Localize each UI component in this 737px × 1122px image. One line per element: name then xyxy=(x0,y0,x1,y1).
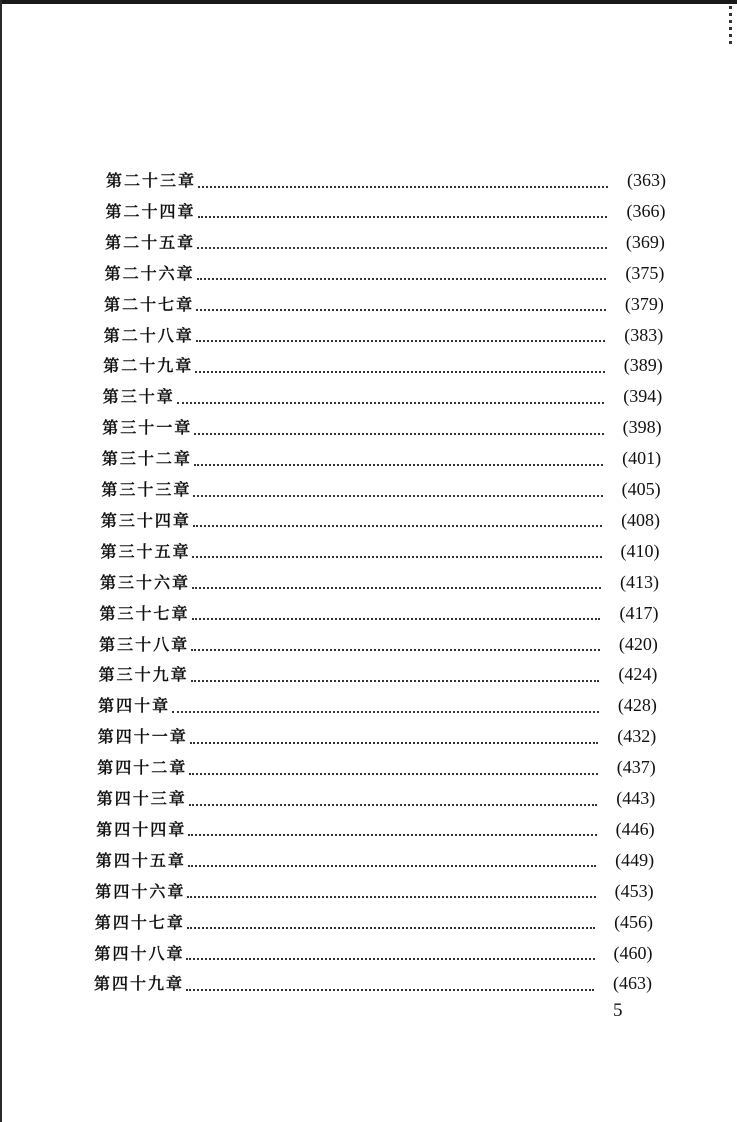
toc-leader-dots xyxy=(198,215,608,218)
toc-entry-title: 第四十七章 xyxy=(94,912,185,932)
toc-entry[interactable] xyxy=(102,415,661,439)
toc-entry-page: (389) xyxy=(623,355,663,376)
toc-entry-page: (428) xyxy=(617,695,657,716)
toc-entry-page: (369) xyxy=(625,231,665,252)
toc-leader-dots xyxy=(188,833,596,836)
toc-entry[interactable] xyxy=(101,508,660,532)
toc-entry[interactable] xyxy=(100,539,659,563)
toc-entry-page: (463) xyxy=(613,973,652,994)
toc-entry-title: 第三十九章 xyxy=(98,665,189,685)
toc-entry[interactable] xyxy=(96,848,654,872)
toc-entry-page: (401) xyxy=(622,448,662,469)
toc-entry-title: 第二十三章 xyxy=(106,171,197,190)
toc-entry-page: (379) xyxy=(624,293,664,314)
toc-entry[interactable] xyxy=(106,168,666,192)
toc-leader-dots xyxy=(198,185,608,188)
toc-entry-title: 第三十五章 xyxy=(100,541,191,561)
toc-entry[interactable] xyxy=(94,971,652,995)
toc-entry-title: 第三十一章 xyxy=(102,418,193,438)
toc-leader-dots xyxy=(193,494,602,497)
toc-entry-title: 第三十章 xyxy=(102,387,175,407)
toc-leader-dots xyxy=(196,339,606,342)
toc-entry-page: (394) xyxy=(623,386,663,407)
toc-leader-dots xyxy=(193,524,602,527)
toc-leader-dots xyxy=(191,679,600,682)
toc-leader-dots xyxy=(188,864,596,867)
toc-entry[interactable] xyxy=(99,662,658,686)
toc-entry[interactable] xyxy=(96,817,654,841)
toc-entry-page: (413) xyxy=(620,571,659,592)
toc-entry[interactable] xyxy=(105,230,665,254)
toc-entry[interactable] xyxy=(101,477,660,501)
toc-leader-dots xyxy=(196,308,606,311)
toc-leader-dots xyxy=(194,432,603,435)
toc-entry-title: 第四十六章 xyxy=(95,881,186,901)
toc-entry-page: (410) xyxy=(620,540,660,561)
toc-entry[interactable] xyxy=(100,570,659,594)
toc-entry[interactable] xyxy=(103,353,663,377)
toc-entry-title: 第三十八章 xyxy=(99,634,190,654)
toc-entry-title: 第三十二章 xyxy=(101,449,192,469)
toc-entry-title: 第四十三章 xyxy=(96,789,187,808)
toc-entry[interactable] xyxy=(94,941,652,965)
toc-leader-dots xyxy=(186,988,594,991)
toc-entry-title: 第二十六章 xyxy=(104,263,195,283)
toc-entry[interactable] xyxy=(103,384,662,408)
toc-entry-page: (417) xyxy=(619,602,659,623)
toc-entry[interactable] xyxy=(104,292,664,316)
toc-leader-dots xyxy=(191,648,600,651)
toc-entry[interactable] xyxy=(104,323,664,347)
toc-entry-page: (460) xyxy=(613,942,653,963)
toc-entry[interactable] xyxy=(95,879,653,903)
toc-entry-page: (408) xyxy=(621,509,661,530)
toc-leader-dots xyxy=(195,370,605,373)
toc-entry-title: 第二十七章 xyxy=(104,294,195,314)
toc-entry-page: (375) xyxy=(625,262,665,283)
toc-entry-page: (432) xyxy=(617,726,657,747)
toc-leader-dots xyxy=(189,772,598,775)
toc-leader-dots xyxy=(192,555,601,558)
toc-leader-dots xyxy=(177,401,604,404)
toc-entry[interactable] xyxy=(106,199,666,223)
toc-entry-page: (366) xyxy=(626,200,666,221)
toc-leader-dots xyxy=(190,741,599,744)
toc-entry-title: 第二十九章 xyxy=(103,356,194,376)
toc-entry-page: (446) xyxy=(615,818,655,839)
toc-leader-dots xyxy=(197,246,607,249)
toc-entry-page: (420) xyxy=(618,633,658,654)
toc-entry-page: (453) xyxy=(614,880,654,901)
page-number: 5 xyxy=(613,1000,623,1021)
toc-entry[interactable] xyxy=(97,755,656,779)
toc-leader-dots xyxy=(192,617,601,620)
toc-entry[interactable] xyxy=(105,261,665,285)
toc-entry-page: (424) xyxy=(618,664,658,685)
toc-entry[interactable] xyxy=(99,632,658,656)
toc-entry-title: 第三十六章 xyxy=(100,572,191,592)
toc-entry-title: 第四十八章 xyxy=(94,943,185,963)
toc-leader-dots xyxy=(194,463,603,466)
toc-entry-title: 第三十七章 xyxy=(99,603,190,623)
toc-entry-title: 第四十九章 xyxy=(94,974,185,994)
toc-entry-page: (456) xyxy=(614,911,654,932)
toc-entry[interactable] xyxy=(97,786,655,810)
toc-entry-title: 第三十四章 xyxy=(100,510,191,530)
toc-leader-dots xyxy=(186,957,594,960)
toc-entry[interactable] xyxy=(102,446,661,470)
toc-entry-page: (398) xyxy=(622,417,662,438)
toc-entry-page: (449) xyxy=(615,849,655,870)
toc-leader-dots xyxy=(187,926,595,929)
toc-entry-title: 第二十四章 xyxy=(105,201,196,221)
toc-leader-dots xyxy=(189,803,597,806)
toc-entry-title: 第四十五章 xyxy=(95,850,186,870)
toc-entry-page: (405) xyxy=(621,479,661,499)
toc-leader-dots xyxy=(197,277,607,280)
toc-leader-dots xyxy=(172,710,599,713)
toc-entry-page: (443) xyxy=(616,788,656,808)
toc-entry-title: 第三十三章 xyxy=(101,480,192,499)
toc-entry-title: 第二十八章 xyxy=(103,325,194,345)
toc-entry-title: 第四十章 xyxy=(98,696,171,716)
toc-entry[interactable] xyxy=(100,601,659,625)
toc-entry-title: 第四十一章 xyxy=(97,727,188,747)
toc-entry-page: (363) xyxy=(627,170,666,190)
toc-entry-page: (383) xyxy=(624,324,664,345)
toc-entry[interactable] xyxy=(95,910,653,934)
toc-entry-page: (437) xyxy=(616,757,656,778)
toc-entry-title: 第四十四章 xyxy=(96,819,187,839)
toc-leader-dots xyxy=(187,895,595,898)
toc-entry-title: 第二十五章 xyxy=(105,232,196,252)
toc-entry-title: 第四十二章 xyxy=(97,758,188,778)
toc-entry[interactable] xyxy=(98,693,657,717)
toc-entry[interactable] xyxy=(98,724,657,748)
toc-leader-dots xyxy=(192,586,601,589)
